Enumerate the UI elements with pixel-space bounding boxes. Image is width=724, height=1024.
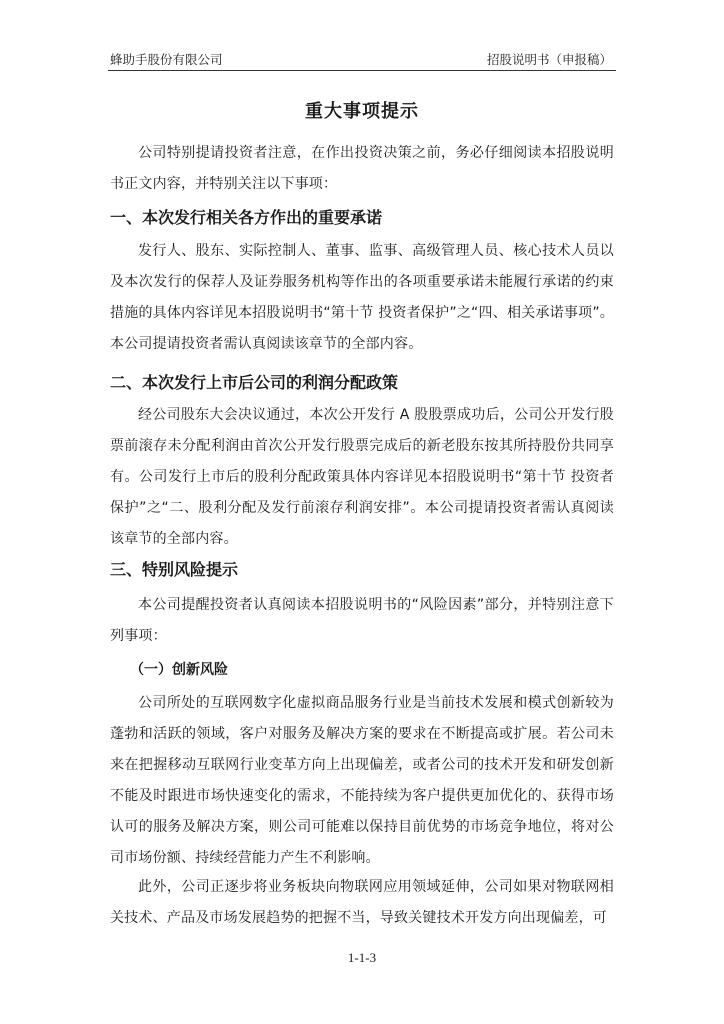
section-heading-risk-warning: 三、特别风险提示 xyxy=(110,560,239,579)
profit-distribution-paragraph: 经公司股东大会决议通过，本次公开发行 A 股股票成功后，公司公开发行股票前滚存未分配利润由首次公开发行股票完成后的新老股东按其所持股份共同享有。公司发行上市后的股利分配政策具体内容详见本招股说明书“第十节 投资者保护”之“二、股利分配及发行前滚存利润安排”。本公司提请投资者需认真阅读该章节的全部内容。 xyxy=(110,407,614,547)
page-header xyxy=(108,48,616,71)
page-number: 1-1-3 xyxy=(347,950,377,965)
innovation-risk-paragraph: 公司所处的互联网数字化虚拟商品服务行业是当前技术发展和模式创新较为蓬勃和活跃的领域，客户对服务及解决方案的要求在不断提高或扩展。若公司未来在把握移动互联网行业变革方向上出现偏差，或者公司的技术开发和研发创新不能及时跟进市场快速变化的需求，不能持续为客户提供更加优化的、获得市场认可的服务及解决方案，则公司可能难以保持目前优势的市场竞争地位，将对公司市场份额、持续经营能力产生不利影响。 xyxy=(110,695,614,866)
subsection-heading-innovation-risk: （一）创新风险 xyxy=(130,662,228,678)
intro-paragraph: 公司特别提请投资者注意，在作出投资决策之前，务必仔细阅读本招股说明书正文内容，并特别关注以下事项： xyxy=(110,145,614,192)
commitments-paragraph: 发行人、股东、实际控制人、董事、监事、高级管理人员、核心技术人员以及本次发行的保荐人及证券服务机构等作出的各项重要承诺未能履行承诺的约束措施的具体内容详见本招股说明书“第十节 投资者保护”之“四、相关承诺事项”。本公司提请投资者需认真阅读该章节的全部内容。 xyxy=(110,243,614,352)
iot-risk-paragraph: 此外，公司正逐步将业务板块向物联网应用领域延伸，公司如果对物联网相关技术、产品及市场发展趋势的把握不当，导致关键技术开发方向出现偏差，可 xyxy=(110,879,614,926)
header-company-name: 蜂助手股份有限公司 xyxy=(110,52,223,67)
section-heading-profit-distribution: 二、本次发行上市后公司的利润分配政策 xyxy=(110,373,399,392)
page-title: 重大事项提示 xyxy=(305,101,419,122)
risk-warning-paragraph: 本公司提醒投资者认真阅读本招股说明书的“风险因素”部分，并特别注意下列事项： xyxy=(110,597,614,644)
header-document-type: 招股说明书（申报稿） xyxy=(486,52,612,67)
section-heading-commitments: 一、本次发行相关各方作出的重要承诺 xyxy=(110,208,383,227)
